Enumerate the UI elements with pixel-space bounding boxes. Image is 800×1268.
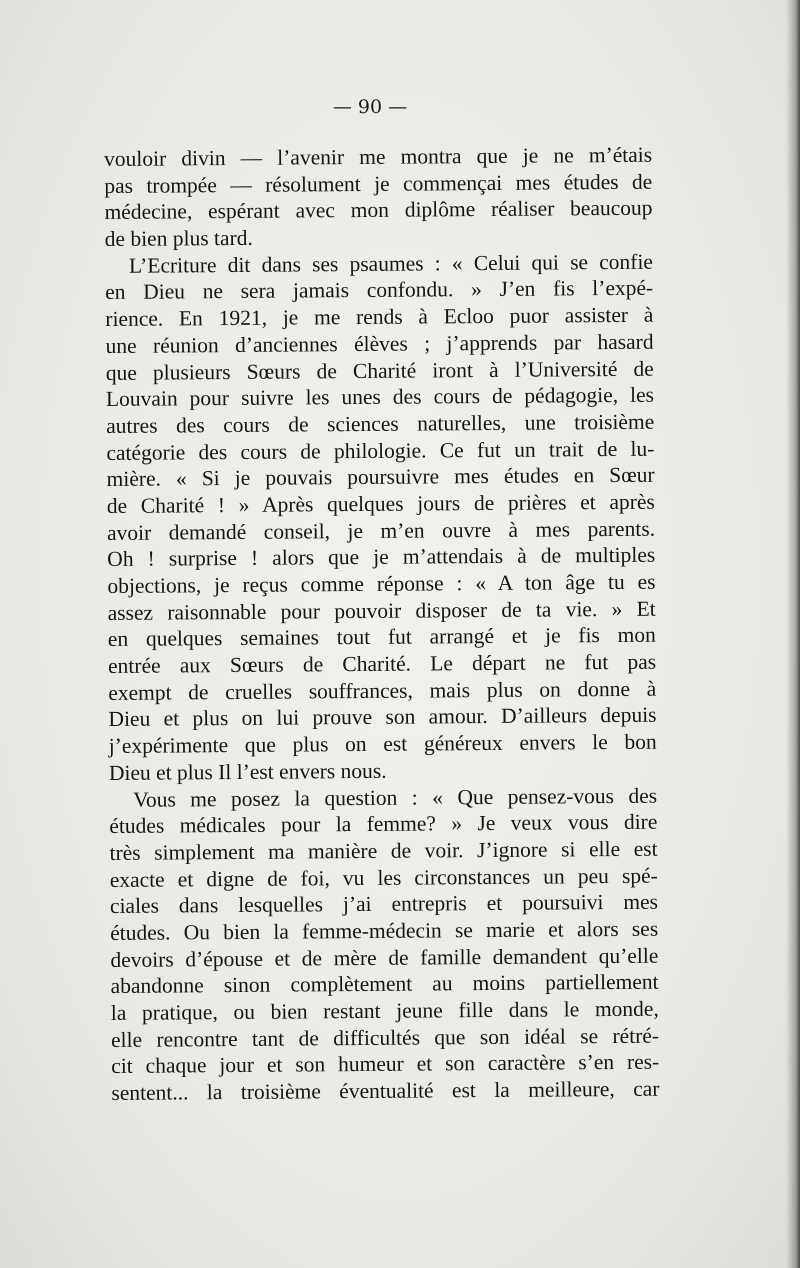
- text-line: médecine, espérant avec mon diplôme réaliser beaucoup: [104, 196, 653, 225]
- text-line: vouloir divin — l’avenir me montra que je ne m’étais: [104, 142, 653, 171]
- text-line: très simplement ma manière de voir. J’ignore si elle est: [109, 836, 658, 865]
- text-line: ciales dans lesquelles j’ai entrepris et poursuivi mes: [109, 889, 659, 919]
- page-edge-shadow: [786, 0, 800, 1268]
- body-text: [104, 142, 660, 1107]
- text-line: autres des cours de sciences naturelles, une troisième: [106, 409, 655, 438]
- text-line: Louvain pour suivre les unes des cours de pédagogie, les: [105, 382, 655, 412]
- text-line: mière. « Si je pouvais poursuivre mes études en Sœur: [106, 462, 655, 492]
- text-line: sentent... la troisième éventualité est la meilleure, car: [111, 1076, 660, 1106]
- text-line: rience. En 1921, je me rends à Ecloo puor assister à: [105, 302, 654, 332]
- text-line: en Dieu ne sera jamais confondu. » J’en fis l’expé-: [105, 276, 654, 305]
- text-line: la pratique, ou bien restant jeune fille dans le monde,: [110, 996, 659, 1025]
- text-line: en quelques semaines tout fut arrangé et je fis mon: [107, 623, 656, 652]
- text-line: entrée aux Sœurs de Charité. Le départ ne fut pas: [107, 649, 657, 679]
- text-line: catégorie des cours de philologie. Ce fut un trait de lu-: [106, 436, 655, 465]
- text-line: objections, je reçus comme réponse : « A ton âge tu es: [107, 569, 656, 598]
- text-line: elle rencontre tant de difficultés que son idéal se rétré-: [110, 1023, 660, 1052]
- text-line: exacte et digne de foi, vu les circonstances un peu spé-: [109, 863, 658, 892]
- text-line: j’expérimente que plus on est généreux envers le bon: [108, 729, 657, 759]
- text-line: assez raisonnable pour pouvoir disposer de ta vie. » Et: [107, 596, 656, 625]
- text-line: Dieu et plus on lui prouve son amour. D’ailleurs depuis: [108, 703, 657, 732]
- text-line: une réunion d’anciennes élèves ; j’apprends par hasard: [105, 329, 654, 358]
- text-line: de Charité ! » Après quelques jours de prières et après: [106, 489, 655, 518]
- text-line: abandonne sinon complètement au moins partiellement: [110, 969, 659, 999]
- text-line: Dieu et plus Il l’est envers nous.: [108, 758, 387, 785]
- text-line: pas trompée — résolument je commençai mes études de: [104, 169, 653, 198]
- text-line: avoir demandé conseil, je m’en ouvre à mes parents.: [106, 516, 656, 545]
- text-line: que plusieurs Sœurs de Charité iront à l’Université de: [105, 356, 654, 385]
- text-line: études médicales pour la femme? » Je veux vous dire: [109, 809, 658, 839]
- text-line: devoirs d’épouse et de mère de famille demandent qu’elle: [110, 943, 659, 972]
- text-line: exempt de cruelles souffrances, mais plus on donne à: [108, 676, 657, 705]
- text-line: Oh ! surprise ! alors que je m’attendais à de multiples: [107, 542, 656, 572]
- text-line: cit chaque jour et son humeur et son caractère s’en res-: [111, 1050, 660, 1079]
- text-line: Vous me posez la question : « Que pensez-vous des: [133, 783, 658, 812]
- text-line: L’Ecriture dit dans ses psaumes : « Celui qui se confie: [128, 249, 654, 278]
- text-line: de bien plus tard.: [104, 225, 253, 252]
- page-number: — 90 —: [332, 96, 408, 118]
- text-line: études. Ou bien la femme-médecin se marie et alors ses: [110, 916, 659, 945]
